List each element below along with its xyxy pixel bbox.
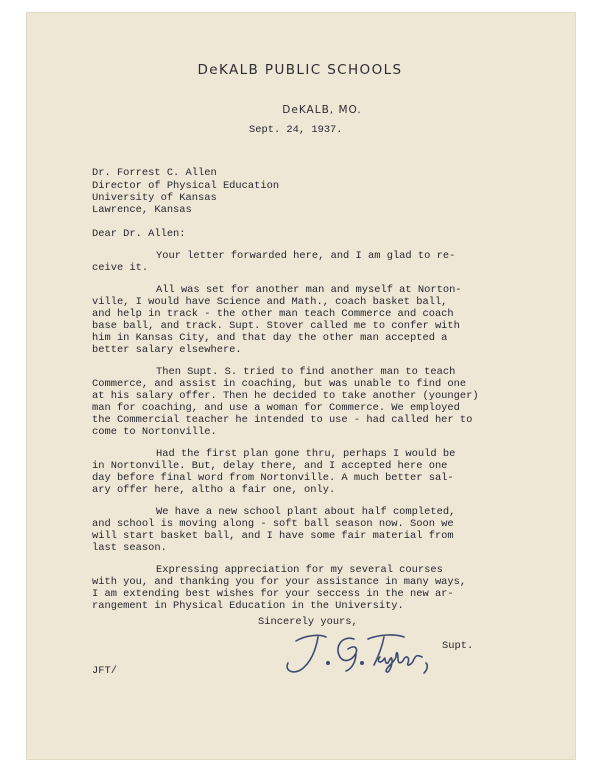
paragraph-line: better salary elsewhere.	[92, 344, 242, 356]
paragraph-line: I am extending best wishes for your seccess in the new ar-	[92, 588, 454, 600]
letterhead-organization: DeKALB PUBLIC SCHOOLS	[197, 62, 403, 78]
letter-date: Sept. 24, 1937.	[249, 124, 343, 136]
paragraph-line: day before final word from Nortonville. A much better sal-	[92, 472, 454, 484]
paragraph-line: and help in track - the other man teach Commerce and coach	[92, 308, 454, 320]
paragraph-line: Then Supt. S. tried to find another man to teach	[156, 366, 456, 378]
recipient-line: Dr. Forrest C. Allen	[92, 167, 217, 179]
signer-title: Supt.	[442, 640, 474, 652]
paragraph-line: ary offer here, altho a fair one, only.	[92, 484, 336, 496]
paragraph-line: at his salary offer. Then he decided to take another (younger)	[92, 390, 479, 402]
handwritten-signature	[276, 625, 440, 677]
paragraph-line: We have a new school plant about half completed,	[156, 506, 456, 518]
paragraph-line: rangement in Physical Education in the University.	[92, 600, 404, 612]
paragraph-line: All was set for another man and myself at Norton-	[156, 284, 462, 296]
typist-initials: JFT/	[92, 665, 117, 677]
paragraph-line: Expressing appreciation for my several courses	[156, 564, 443, 576]
recipient-line: University of Kansas	[92, 192, 217, 204]
paragraph-line: will start basket ball, and I have some fair material from	[92, 530, 454, 542]
paragraph-line: last season.	[92, 542, 167, 554]
paragraph-line: him in Kansas City, and that day the other man accepted a	[92, 332, 448, 344]
paragraph-line: in Nortonville. But, delay there, and I accepted here one	[92, 460, 448, 472]
recipient-line: Director of Physical Education	[92, 180, 280, 192]
paragraph-line: come to Nortonville.	[92, 426, 217, 438]
paragraph-line: the Commercial teacher he intended to use - had called her to	[92, 414, 473, 426]
paragraph-line: man for coaching, and use a woman for Commerce. We employed	[92, 402, 460, 414]
letterhead-location: DeKALB, MO.	[282, 104, 362, 116]
paragraph-line: ville, I would have Science and Math., coach basket ball,	[92, 296, 448, 308]
paragraph-line: base ball, and track. Supt. Stover called me to confer with	[92, 320, 460, 332]
closing: Sincerely yours,	[258, 616, 358, 628]
paragraph-line: and school is moving along - soft ball season now. Soon we	[92, 518, 454, 530]
paragraph-line: Commerce, and assist in coaching, but was unable to find one	[92, 378, 467, 390]
salutation: Dear Dr. Allen:	[92, 228, 186, 240]
paragraph-line: with you, and thanking you for your assistance in many ways,	[92, 576, 467, 588]
paragraph-line: ceive it.	[92, 262, 149, 274]
paragraph-line: Had the first plan gone thru, perhaps I would be	[156, 448, 456, 460]
recipient-line: Lawrence, Kansas	[92, 204, 192, 216]
paragraph-line: Your letter forwarded here, and I am glad to re-	[156, 250, 456, 262]
